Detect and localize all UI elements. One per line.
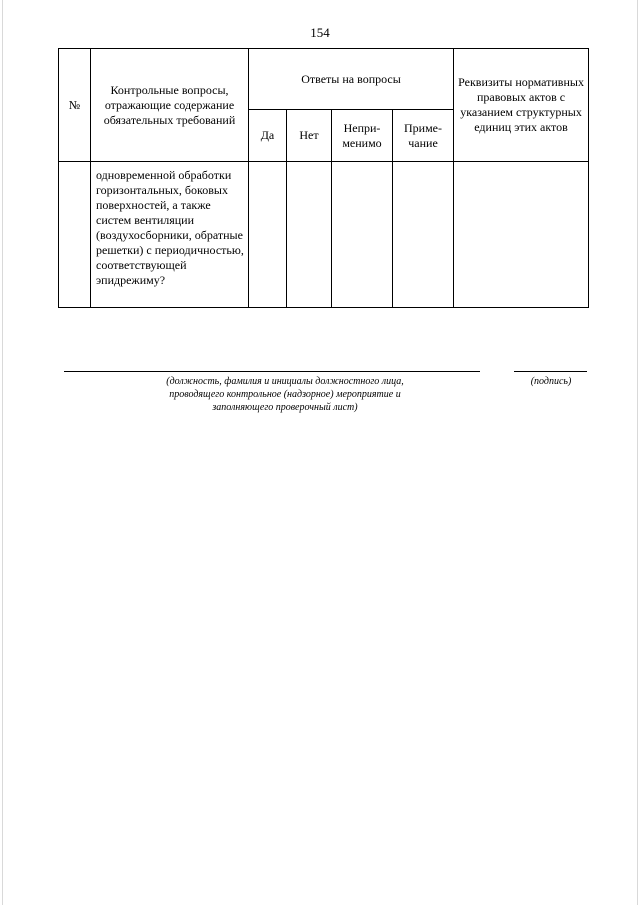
header-yes: Да (249, 110, 287, 162)
signature-caption: (подпись) (530, 376, 572, 387)
header-not-applicable: Непри-менимо (332, 110, 393, 162)
cell-number (59, 162, 91, 308)
header-answers: Ответы на вопросы (249, 49, 454, 110)
right-page-edge (637, 0, 638, 905)
header-questions: Контрольные вопросы, отражающие содержание обязательных требований (91, 49, 249, 162)
header-note: Приме-чание (393, 110, 454, 162)
cell-no (287, 162, 332, 308)
cell-question: одновременной обработки горизонтальных, боковых поверхностей, а также систем вентиляции (воздухосборники, обратные решетки) с периодичностью, соответствующей эпидрежиму? (91, 162, 249, 308)
position-signature-line (64, 371, 480, 372)
cell-not-applicable (332, 162, 393, 308)
position-caption: (должность, фамилия и инициалы должностного лица, проводящего контрольное (надзорное) мероприятие и заполняющего проверочный лист) (166, 376, 404, 413)
header-number: № (59, 49, 91, 162)
signature-line (514, 371, 587, 372)
page-number: 154 (310, 25, 330, 40)
table-row (59, 162, 589, 308)
cell-note (393, 162, 454, 308)
header-no: Нет (287, 110, 332, 162)
cell-yes (249, 162, 287, 308)
header-row-top (59, 49, 589, 110)
cell-requisites (454, 162, 589, 308)
header-requisites: Реквизиты нормативных правовых актов с указанием структурных единиц этих актов (454, 49, 589, 162)
checklist-table (58, 48, 589, 308)
left-page-edge (2, 0, 3, 905)
